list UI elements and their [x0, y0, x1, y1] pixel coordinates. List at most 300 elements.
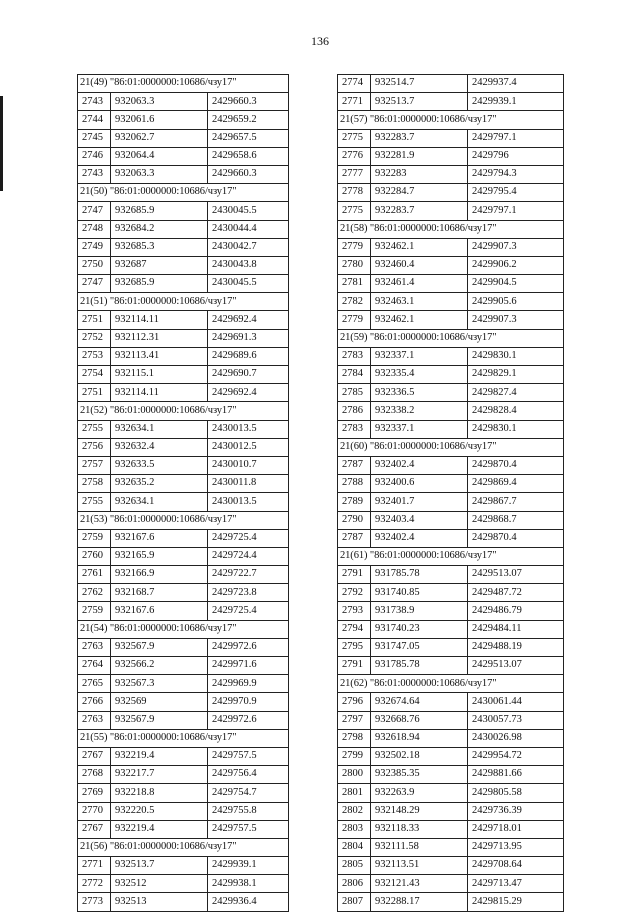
- coordinates-table-left: [77, 74, 289, 912]
- x-coordinate: 932219.4: [111, 747, 208, 765]
- x-coordinate: 932461.4: [371, 275, 468, 293]
- x-coordinate: 932668.76: [371, 711, 468, 729]
- parcel-header-row: [78, 75, 289, 93]
- parcel-header: 21(58) "86:01:0000000:10686/чзу17": [338, 220, 564, 238]
- point-number: 2770: [78, 802, 111, 820]
- point-number: 2762: [78, 584, 111, 602]
- x-coordinate: 932115.1: [111, 366, 208, 384]
- parcel-header-row: [78, 402, 289, 420]
- coordinate-row: [78, 347, 289, 365]
- point-number: 2774: [338, 75, 371, 93]
- y-coordinate: 2430011.8: [208, 475, 289, 493]
- y-coordinate: 2429869.4: [468, 475, 564, 493]
- y-coordinate: 2429708.64: [468, 857, 564, 875]
- y-coordinate: 2429867.7: [468, 493, 564, 511]
- point-number: 2778: [338, 184, 371, 202]
- point-number: 2755: [78, 420, 111, 438]
- y-coordinate: 2429692.4: [208, 311, 289, 329]
- y-coordinate: 2429486.79: [468, 602, 564, 620]
- point-number: 2766: [78, 693, 111, 711]
- y-coordinate: 2430057.73: [468, 711, 564, 729]
- x-coordinate: 932167.6: [111, 529, 208, 547]
- coordinate-row: [78, 657, 289, 675]
- point-number: 2782: [338, 293, 371, 311]
- x-coordinate: 932402.4: [371, 456, 468, 474]
- parcel-header: 21(56) "86:01:0000000:10686/чзу17": [78, 838, 289, 856]
- point-number: 2757: [78, 456, 111, 474]
- coordinate-row: [78, 784, 289, 802]
- x-coordinate: 932148.29: [371, 802, 468, 820]
- parcel-header: 21(51) "86:01:0000000:10686/чзу17": [78, 293, 289, 311]
- x-coordinate: 932063.3: [111, 93, 208, 111]
- coordinate-row: [338, 275, 564, 293]
- y-coordinate: 2429484.11: [468, 620, 564, 638]
- point-number: 2804: [338, 838, 371, 856]
- point-number: 2749: [78, 238, 111, 256]
- x-coordinate: 932685.9: [111, 202, 208, 220]
- point-number: 2751: [78, 311, 111, 329]
- point-number: 2791: [338, 566, 371, 584]
- y-coordinate: 2429969.9: [208, 675, 289, 693]
- y-coordinate: 2429830.1: [468, 347, 564, 365]
- y-coordinate: 2429870.4: [468, 456, 564, 474]
- y-coordinate: 2429907.3: [468, 238, 564, 256]
- y-coordinate: 2429970.9: [208, 693, 289, 711]
- x-coordinate: 932635.2: [111, 475, 208, 493]
- coordinate-row: [78, 456, 289, 474]
- coordinate-row: [338, 456, 564, 474]
- coordinate-row: [78, 311, 289, 329]
- coordinate-row: [78, 766, 289, 784]
- point-number: 2747: [78, 202, 111, 220]
- coordinate-row: [78, 93, 289, 111]
- coordinate-row: [78, 711, 289, 729]
- coordinate-row: [338, 147, 564, 165]
- coordinate-row: [338, 384, 564, 402]
- coordinate-row: [78, 438, 289, 456]
- y-coordinate: 2429868.7: [468, 511, 564, 529]
- x-coordinate: 932263.9: [371, 784, 468, 802]
- point-number: 2783: [338, 420, 371, 438]
- coordinate-row: [78, 875, 289, 893]
- x-coordinate: 932687: [111, 256, 208, 274]
- point-number: 2784: [338, 366, 371, 384]
- coordinate-row: [78, 857, 289, 875]
- point-number: 2768: [78, 766, 111, 784]
- point-number: 2756: [78, 438, 111, 456]
- point-number: 2743: [78, 165, 111, 183]
- point-number: 2779: [338, 311, 371, 329]
- y-coordinate: 2429722.7: [208, 566, 289, 584]
- point-number: 2788: [338, 475, 371, 493]
- point-number: 2799: [338, 747, 371, 765]
- point-number: 2797: [338, 711, 371, 729]
- x-coordinate: 932685.9: [111, 275, 208, 293]
- point-number: 2771: [78, 857, 111, 875]
- x-coordinate: 932114.11: [111, 311, 208, 329]
- point-number: 2800: [338, 766, 371, 784]
- point-number: 2792: [338, 584, 371, 602]
- coordinate-row: [338, 584, 564, 602]
- y-coordinate: 2430045.5: [208, 275, 289, 293]
- coordinate-row: [338, 784, 564, 802]
- coordinate-row: [338, 802, 564, 820]
- coordinate-row: [338, 202, 564, 220]
- y-coordinate: 2430013.5: [208, 420, 289, 438]
- coordinate-row: [338, 602, 564, 620]
- parcel-header: 21(60) "86:01:0000000:10686/чзу17": [338, 438, 564, 456]
- y-coordinate: 2429972.6: [208, 638, 289, 656]
- x-coordinate: 932064.4: [111, 147, 208, 165]
- coordinate-row: [338, 184, 564, 202]
- x-coordinate: 932685.3: [111, 238, 208, 256]
- x-coordinate: 932337.1: [371, 420, 468, 438]
- point-number: 2775: [338, 202, 371, 220]
- y-coordinate: 2429971.6: [208, 657, 289, 675]
- coordinate-row: [78, 165, 289, 183]
- coordinate-row: [338, 657, 564, 675]
- point-number: 2779: [338, 238, 371, 256]
- coordinate-row: [338, 93, 564, 111]
- point-number: 2746: [78, 147, 111, 165]
- point-number: 2789: [338, 493, 371, 511]
- x-coordinate: 932460.4: [371, 256, 468, 274]
- point-number: 2790: [338, 511, 371, 529]
- parcel-header-row: [338, 438, 564, 456]
- point-number: 2747: [78, 275, 111, 293]
- point-number: 2758: [78, 475, 111, 493]
- y-coordinate: 2429513.07: [468, 566, 564, 584]
- point-number: 2763: [78, 711, 111, 729]
- x-coordinate: 931738.9: [371, 602, 468, 620]
- point-number: 2744: [78, 111, 111, 129]
- x-coordinate: 932283.7: [371, 202, 468, 220]
- x-coordinate: 932634.1: [111, 420, 208, 438]
- y-coordinate: 2430012.5: [208, 438, 289, 456]
- coordinate-row: [338, 256, 564, 274]
- x-coordinate: 932462.1: [371, 238, 468, 256]
- parcel-header-row: [338, 111, 564, 129]
- x-coordinate: 932462.1: [371, 311, 468, 329]
- parcel-header: 21(61) "86:01:0000000:10686/чзу17": [338, 547, 564, 565]
- x-coordinate: 932337.1: [371, 347, 468, 365]
- y-coordinate: 2429827.4: [468, 384, 564, 402]
- point-number: 2786: [338, 402, 371, 420]
- x-coordinate: 931785.78: [371, 566, 468, 584]
- parcel-header: 21(52) "86:01:0000000:10686/чзу17": [78, 402, 289, 420]
- x-coordinate: 932567.9: [111, 711, 208, 729]
- coordinate-row: [78, 893, 289, 911]
- coordinate-row: [78, 147, 289, 165]
- coordinate-row: [78, 111, 289, 129]
- x-coordinate: 932281.9: [371, 147, 468, 165]
- point-number: 2754: [78, 366, 111, 384]
- point-number: 2771: [338, 93, 371, 111]
- x-coordinate: 932567.9: [111, 638, 208, 656]
- parcel-header-row: [78, 511, 289, 529]
- coordinate-row: [78, 238, 289, 256]
- y-coordinate: 2429725.4: [208, 602, 289, 620]
- y-coordinate: 2430010.7: [208, 456, 289, 474]
- coordinate-row: [78, 547, 289, 565]
- y-coordinate: 2429754.7: [208, 784, 289, 802]
- x-coordinate: 932338.2: [371, 402, 468, 420]
- parcel-header: 21(55) "86:01:0000000:10686/чзу17": [78, 729, 289, 747]
- x-coordinate: 932402.4: [371, 529, 468, 547]
- coordinate-row: [78, 329, 289, 347]
- y-coordinate: 2430042.7: [208, 238, 289, 256]
- parcel-header-row: [338, 675, 564, 693]
- y-coordinate: 2429796: [468, 147, 564, 165]
- point-number: 2763: [78, 638, 111, 656]
- coordinate-row: [78, 256, 289, 274]
- parcel-header-row: [338, 220, 564, 238]
- point-number: 2745: [78, 129, 111, 147]
- coordinate-row: [338, 511, 564, 529]
- x-coordinate: 931785.78: [371, 657, 468, 675]
- point-number: 2753: [78, 347, 111, 365]
- y-coordinate: 2429756.4: [208, 766, 289, 784]
- y-coordinate: 2429829.1: [468, 366, 564, 384]
- parcel-header: 21(49) "86:01:0000000:10686/чзу17": [78, 75, 289, 93]
- y-coordinate: 2429907.3: [468, 311, 564, 329]
- coordinate-row: [78, 366, 289, 384]
- x-coordinate: 932284.7: [371, 184, 468, 202]
- point-number: 2780: [338, 256, 371, 274]
- point-number: 2807: [338, 893, 371, 911]
- point-number: 2767: [78, 747, 111, 765]
- coordinate-row: [338, 820, 564, 838]
- point-number: 2777: [338, 165, 371, 183]
- x-coordinate: 932569: [111, 693, 208, 711]
- point-number: 2759: [78, 602, 111, 620]
- y-coordinate: 2429795.4: [468, 184, 564, 202]
- y-coordinate: 2429713.95: [468, 838, 564, 856]
- x-coordinate: 932566.2: [111, 657, 208, 675]
- coordinate-row: [78, 202, 289, 220]
- y-coordinate: 2429881.66: [468, 766, 564, 784]
- parcel-header-row: [78, 184, 289, 202]
- coordinate-row: [78, 129, 289, 147]
- scan-margin-mark: [0, 96, 3, 191]
- point-number: 2801: [338, 784, 371, 802]
- y-coordinate: 2429755.8: [208, 802, 289, 820]
- y-coordinate: 2430045.5: [208, 202, 289, 220]
- y-coordinate: 2429690.7: [208, 366, 289, 384]
- y-coordinate: 2429972.6: [208, 711, 289, 729]
- parcel-header-row: [78, 838, 289, 856]
- parcel-header: 21(50) "86:01:0000000:10686/чзу17": [78, 184, 289, 202]
- coordinates-table-right: [337, 74, 564, 912]
- point-number: 2775: [338, 129, 371, 147]
- y-coordinate: 2430043.8: [208, 256, 289, 274]
- coordinate-row: [338, 402, 564, 420]
- y-coordinate: 2429870.4: [468, 529, 564, 547]
- x-coordinate: 932463.1: [371, 293, 468, 311]
- x-coordinate: 932167.6: [111, 602, 208, 620]
- x-coordinate: 932166.9: [111, 566, 208, 584]
- x-coordinate: 932336.5: [371, 384, 468, 402]
- point-number: 2805: [338, 857, 371, 875]
- point-number: 2798: [338, 729, 371, 747]
- point-number: 2765: [78, 675, 111, 693]
- point-number: 2791: [338, 657, 371, 675]
- coordinate-row: [78, 566, 289, 584]
- y-coordinate: 2429939.1: [208, 857, 289, 875]
- x-coordinate: 932684.2: [111, 220, 208, 238]
- x-coordinate: 932118.33: [371, 820, 468, 838]
- coordinate-row: [78, 602, 289, 620]
- coordinate-row: [78, 420, 289, 438]
- x-coordinate: 932220.5: [111, 802, 208, 820]
- x-coordinate: 932283.7: [371, 129, 468, 147]
- point-number: 2806: [338, 875, 371, 893]
- y-coordinate: 2429904.5: [468, 275, 564, 293]
- x-coordinate: 932168.7: [111, 584, 208, 602]
- x-coordinate: 932114.11: [111, 384, 208, 402]
- coordinate-row: [78, 747, 289, 765]
- x-coordinate: 932113.51: [371, 857, 468, 875]
- point-number: 2743: [78, 93, 111, 111]
- coordinate-row: [338, 693, 564, 711]
- coordinate-row: [338, 857, 564, 875]
- point-number: 2772: [78, 875, 111, 893]
- y-coordinate: 2429723.8: [208, 584, 289, 602]
- y-coordinate: 2429659.2: [208, 111, 289, 129]
- coordinate-row: [338, 475, 564, 493]
- point-number: 2787: [338, 456, 371, 474]
- y-coordinate: 2429937.4: [468, 75, 564, 93]
- point-number: 2773: [78, 893, 111, 911]
- x-coordinate: 932674.64: [371, 693, 468, 711]
- y-coordinate: 2429906.2: [468, 256, 564, 274]
- x-coordinate: 932061.6: [111, 111, 208, 129]
- y-coordinate: 2429725.4: [208, 529, 289, 547]
- point-number: 2794: [338, 620, 371, 638]
- x-coordinate: 932283: [371, 165, 468, 183]
- x-coordinate: 932219.4: [111, 820, 208, 838]
- parcel-header-row: [78, 729, 289, 747]
- y-coordinate: 2429939.1: [468, 93, 564, 111]
- x-coordinate: 931740.85: [371, 584, 468, 602]
- x-coordinate: 932062.7: [111, 129, 208, 147]
- coordinate-row: [78, 802, 289, 820]
- y-coordinate: 2429797.1: [468, 202, 564, 220]
- coordinate-row: [338, 711, 564, 729]
- coordinate-row: [338, 566, 564, 584]
- x-coordinate: 932113.41: [111, 347, 208, 365]
- coordinate-row: [78, 820, 289, 838]
- x-coordinate: 932512: [111, 875, 208, 893]
- x-coordinate: 932502.18: [371, 747, 468, 765]
- coordinate-row: [338, 838, 564, 856]
- parcel-header: 21(59) "86:01:0000000:10686/чзу17": [338, 329, 564, 347]
- coordinate-row: [338, 766, 564, 784]
- x-coordinate: 932165.9: [111, 547, 208, 565]
- x-coordinate: 932218.8: [111, 784, 208, 802]
- y-coordinate: 2429724.4: [208, 547, 289, 565]
- y-coordinate: 2429657.5: [208, 129, 289, 147]
- coordinate-row: [78, 638, 289, 656]
- x-coordinate: 932632.4: [111, 438, 208, 456]
- y-coordinate: 2429954.72: [468, 747, 564, 765]
- page-number: 136: [311, 34, 329, 48]
- x-coordinate: 932633.5: [111, 456, 208, 474]
- coordinate-row: [338, 293, 564, 311]
- x-coordinate: 932403.4: [371, 511, 468, 529]
- x-coordinate: 932513.7: [371, 93, 468, 111]
- point-number: 2793: [338, 602, 371, 620]
- coordinate-row: [338, 75, 564, 93]
- point-number: 2802: [338, 802, 371, 820]
- coordinate-row: [338, 311, 564, 329]
- coordinate-row: [338, 493, 564, 511]
- coordinate-row: [338, 638, 564, 656]
- y-coordinate: 2429736.39: [468, 802, 564, 820]
- coordinate-row: [78, 384, 289, 402]
- y-coordinate: 2429794.3: [468, 165, 564, 183]
- y-coordinate: 2429689.6: [208, 347, 289, 365]
- coordinate-row: [78, 475, 289, 493]
- point-number: 2755: [78, 493, 111, 511]
- y-coordinate: 2429797.1: [468, 129, 564, 147]
- x-coordinate: 932513.7: [111, 857, 208, 875]
- coordinate-row: [338, 875, 564, 893]
- point-number: 2748: [78, 220, 111, 238]
- point-number: 2750: [78, 256, 111, 274]
- x-coordinate: 932112.31: [111, 329, 208, 347]
- parcel-header: 21(57) "86:01:0000000:10686/чзу17": [338, 111, 564, 129]
- x-coordinate: 932217.7: [111, 766, 208, 784]
- coordinate-row: [338, 729, 564, 747]
- parcel-header-row: [338, 329, 564, 347]
- point-number: 2796: [338, 693, 371, 711]
- point-number: 2803: [338, 820, 371, 838]
- x-coordinate: 932400.6: [371, 475, 468, 493]
- point-number: 2795: [338, 638, 371, 656]
- parcel-header: 21(62) "86:01:0000000:10686/чзу17": [338, 675, 564, 693]
- point-number: 2759: [78, 529, 111, 547]
- x-coordinate: 932618.94: [371, 729, 468, 747]
- y-coordinate: 2429936.4: [208, 893, 289, 911]
- x-coordinate: 932385.35: [371, 766, 468, 784]
- x-coordinate: 932121.43: [371, 875, 468, 893]
- point-number: 2752: [78, 329, 111, 347]
- point-number: 2761: [78, 566, 111, 584]
- coordinate-row: [338, 620, 564, 638]
- point-number: 2764: [78, 657, 111, 675]
- parcel-header-row: [78, 293, 289, 311]
- x-coordinate: 932401.7: [371, 493, 468, 511]
- coordinate-row: [78, 693, 289, 711]
- coordinate-row: [78, 529, 289, 547]
- x-coordinate: 932288.17: [371, 893, 468, 911]
- coordinate-row: [78, 584, 289, 602]
- coordinate-row: [338, 893, 564, 911]
- coordinate-row: [338, 165, 564, 183]
- y-coordinate: 2429488.19: [468, 638, 564, 656]
- point-number: 2785: [338, 384, 371, 402]
- y-coordinate: 2429660.3: [208, 165, 289, 183]
- coordinate-row: [78, 493, 289, 511]
- parcel-header-row: [78, 620, 289, 638]
- y-coordinate: 2429757.5: [208, 820, 289, 838]
- y-coordinate: 2429718.01: [468, 820, 564, 838]
- coordinate-row: [338, 366, 564, 384]
- y-coordinate: 2430013.5: [208, 493, 289, 511]
- point-number: 2769: [78, 784, 111, 802]
- y-coordinate: 2430026.98: [468, 729, 564, 747]
